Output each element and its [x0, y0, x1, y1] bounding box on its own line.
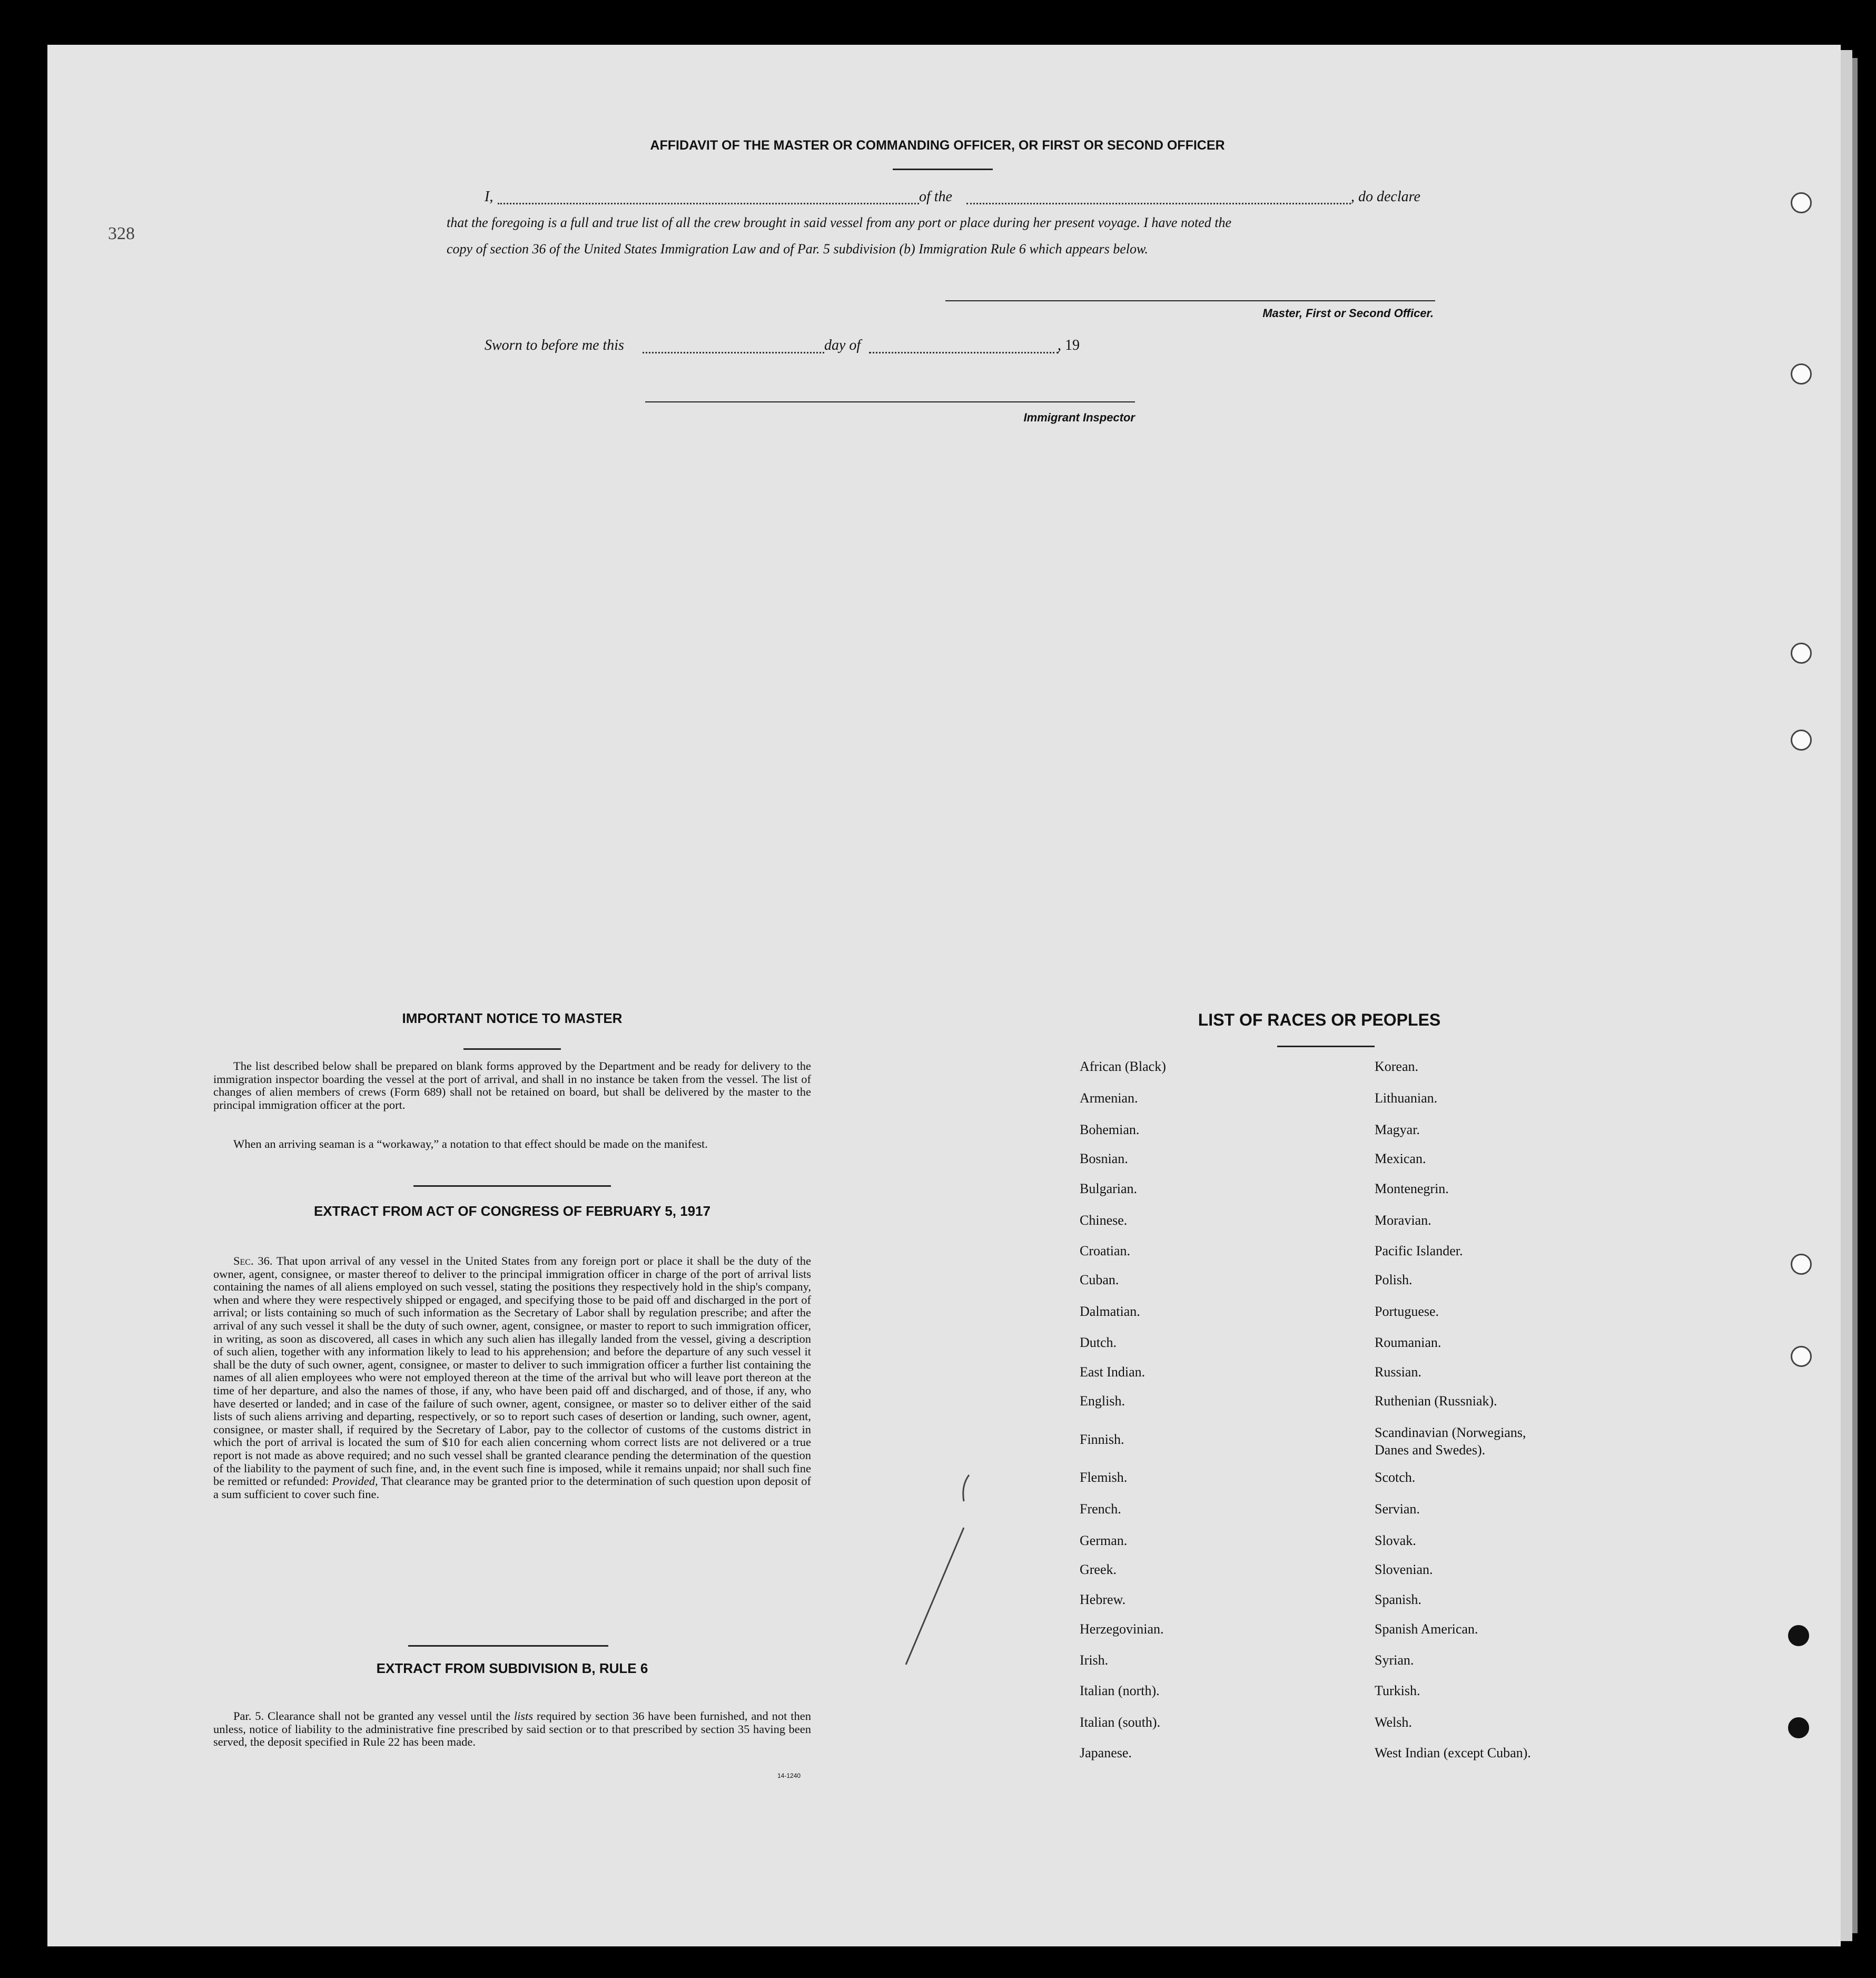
rule-text-end: required by section 36 have been furnished, and not then unless, notice of liability to the administrative fine prescribed by said section or to that prescribed by section 35 having been served, the deposit specified in Rule 22 has been made.: [213, 1709, 812, 1749]
signature-caption: Master, First or Second Officer.: [1262, 307, 1434, 320]
extract-rule-title: EXTRACT FROM SUBDIVISION B, RULE 6: [376, 1660, 648, 1676]
race-item: Montenegrin.: [1375, 1181, 1449, 1196]
race-item: Croatian.: [1080, 1243, 1131, 1258]
race-item: English.: [1080, 1393, 1125, 1409]
rule-6-paragraph: [213, 1710, 811, 1749]
section-36-text-end: That clearance may be granted prior to the determination of such question upon deposit of a sum sufficient to cover such fine.: [213, 1474, 812, 1501]
notice-title: IMPORTANT NOTICE TO MASTER: [402, 1010, 623, 1026]
race-item: Scandinavian (Norwegians,: [1375, 1425, 1526, 1440]
vessel-name-field[interactable]: [966, 203, 1351, 204]
race-item: Servian.: [1375, 1501, 1420, 1517]
affiant-name-label: I,: [485, 189, 493, 205]
race-item: Japanese.: [1080, 1745, 1132, 1760]
binder-hole: [1791, 643, 1812, 664]
race-item: Slovak.: [1375, 1533, 1416, 1548]
race-item: Italian (north).: [1080, 1683, 1160, 1698]
race-item: Polish.: [1375, 1272, 1413, 1287]
race-item: Finnish.: [1080, 1432, 1124, 1447]
race-item: Magyar.: [1375, 1122, 1420, 1137]
pencil-stroke: [885, 1464, 980, 1675]
race-item: Spanish American.: [1375, 1621, 1478, 1637]
race-item: German.: [1080, 1533, 1128, 1548]
lists-word: lists: [514, 1709, 534, 1723]
divider: [413, 1185, 611, 1187]
provided-label: Provided,: [332, 1474, 378, 1488]
notice-text-2: When an arriving seaman is a “workaway,” a notation to that effect should be made on the manifest.: [233, 1137, 708, 1150]
race-item: Irish.: [1080, 1652, 1109, 1668]
sheet-edge-shadow: [1852, 58, 1858, 1933]
race-item: Turkish.: [1375, 1683, 1420, 1698]
binder-hole: [1791, 363, 1812, 385]
race-item: Scotch.: [1375, 1470, 1416, 1485]
divider: [893, 169, 993, 170]
extract-act-title: EXTRACT FROM ACT OF CONGRESS OF FEBRUARY 5, 1917: [313, 1203, 711, 1219]
race-item: Hebrew.: [1080, 1592, 1126, 1607]
binder-hole: [1791, 1254, 1812, 1275]
sheet-edge: [1841, 50, 1852, 1941]
vessel-name-label: of the: [919, 189, 952, 205]
binder-hole: [1791, 1346, 1812, 1367]
affidavit-statement-line1: that the foregoing is a full and true list of all the crew brought in said vessel from any port or place during her present voyage. I have noted the: [447, 215, 1231, 230]
race-item: Spanish.: [1375, 1592, 1421, 1607]
race-item: Flemish.: [1080, 1470, 1128, 1485]
race-item: Greek.: [1080, 1562, 1117, 1577]
notice-paragraph-2: [213, 1138, 811, 1151]
race-item: Portuguese.: [1375, 1304, 1439, 1319]
notice-paragraph-1: [213, 1060, 811, 1111]
race-item: Armenian.: [1080, 1090, 1138, 1106]
race-item: Dutch.: [1080, 1335, 1117, 1350]
inspector-caption: Immigrant Inspector: [1023, 411, 1135, 424]
race-item: Lithuanian.: [1375, 1090, 1438, 1106]
race-item: Herzegovinian.: [1080, 1621, 1164, 1637]
year-label: , 19: [1058, 337, 1080, 353]
races-title: LIST OF RACES OR PEOPLES: [1198, 1010, 1441, 1029]
race-item: Bohemian.: [1080, 1122, 1140, 1137]
affiant-name-field[interactable]: [498, 203, 919, 204]
day-of-label: day of: [824, 337, 861, 353]
affidavit-statement-line2: copy of section 36 of the United States Immigration Law and of Par. 5 subdivision (b) Immigration Rule 6 which appears below.: [447, 241, 1148, 257]
race-item: Danes and Swedes).: [1375, 1442, 1486, 1458]
race-item: Moravian.: [1375, 1213, 1431, 1228]
race-item: Italian (south).: [1080, 1715, 1161, 1730]
race-item: Pacific Islander.: [1375, 1243, 1463, 1258]
declare-label: , do declare: [1351, 189, 1420, 205]
section-36-paragraph: [213, 1255, 811, 1501]
binder-hole: [1788, 1625, 1809, 1646]
race-item: Russian.: [1375, 1364, 1421, 1380]
race-item: French.: [1080, 1501, 1121, 1517]
race-item: Slovenian.: [1375, 1562, 1433, 1577]
signature-field[interactable]: [945, 300, 1435, 301]
race-item: Chinese.: [1080, 1213, 1128, 1228]
race-item: Bosnian.: [1080, 1151, 1128, 1166]
race-item: Roumanian.: [1375, 1335, 1441, 1350]
notice-text-1: The list described below shall be prepared on blank forms approved by the Department and be ready for delivery to the immigration inspector boarding the vessel at the port of arrival, and shall in no instance be taken from the vessel. The list of changes of alien members of crews (Form 689) shall not be retained on board, but shall be delivered by the master to the principal immigration officer at the port.: [213, 1059, 811, 1111]
race-item: West Indian (except Cuban).: [1375, 1745, 1531, 1760]
divider: [408, 1645, 608, 1647]
divider: [463, 1048, 561, 1050]
binder-hole: [1791, 192, 1812, 213]
race-item: African (Black): [1080, 1059, 1166, 1074]
race-item: Dalmatian.: [1080, 1304, 1140, 1319]
affidavit-title: AFFIDAVIT OF THE MASTER OR COMMANDING OFFICER, OR FIRST OR SECOND OFFICER: [650, 138, 1225, 153]
race-item: Ruthenian (Russniak).: [1375, 1393, 1497, 1409]
race-item: Welsh.: [1375, 1715, 1412, 1730]
section-36-text: That upon arrival of any vessel in the United States from any foreign port or place it shall be the duty of the owner, agent, consignee, or master thereof to deliver to the principal immigration officer in charge of the port of arrival lists containing the names of all aliens employed on such vessel, stating the positions they respectively hold in the ship's company, when and where they were respectively shipped or engaged, and specifying those to be paid off and discharged in the port of arrival; or lists containing so much of such information as the Secretary of Labor shall by regulation prescribe; and after the arrival of any such vessel it shall be the duty of such owner, agent, consignee, or master to report to such immigration officer, in writing, as soon as discovered, all cases in which any such alien has illegally landed from the vessel, giving a description of such alien, together with any information likely to lead to his apprehension; and before the departure of any such vessel it shall be the duty of such owner, agent, consignee, or master to deliver to such immigration officer a further list containing the names of all alien employees who were not employed thereon at the time of the arrival but who will leave port thereon at the time of her departure, and also the names of those, if any, who have been paid off and discharged, and of those, if any, who have deserted or landed; and in case of the failure of such owner, agent, consignee, or master so to deliver either of the said lists of such aliens arriving and departing, respectively, or so to report such cases of desertion or landing, such owner, agent, consignee, or master shall, if required by the Secretary of Labor, pay to the collector of customs of the customs district in which the port of arrival is located the sum of $10 for each alien concerning whom correct lists are not delivered or a true report is not made as above required; and no such vessel shall be granted clearance pending the determination of the question of the liability to the payment of such fine, and, in the event such fine is imposed, while it remains unpaid; nor shall such fine be remitted or refunded:: [213, 1254, 811, 1488]
binder-hole: [1788, 1717, 1809, 1738]
divider: [1277, 1046, 1375, 1047]
race-item: East Indian.: [1080, 1364, 1146, 1380]
binder-hole: [1791, 730, 1812, 751]
rule-text-start: Par. 5. Clearance shall not be granted any vessel until the: [233, 1709, 510, 1723]
form-number: 14-1240: [777, 1772, 801, 1779]
race-item: Korean.: [1375, 1059, 1419, 1074]
inspector-signature-field[interactable]: [645, 401, 1135, 402]
sworn-day-field[interactable]: [643, 352, 824, 353]
sworn-label: Sworn to before me this: [485, 337, 624, 353]
race-item: Cuban.: [1080, 1272, 1119, 1287]
race-item: Mexican.: [1375, 1151, 1426, 1166]
section-label: Sec. 36.: [233, 1254, 273, 1267]
margin-mark: 328: [108, 224, 135, 243]
race-item: Syrian.: [1375, 1652, 1414, 1668]
race-item: Bulgarian.: [1080, 1181, 1138, 1196]
sworn-month-field[interactable]: [869, 352, 1059, 353]
